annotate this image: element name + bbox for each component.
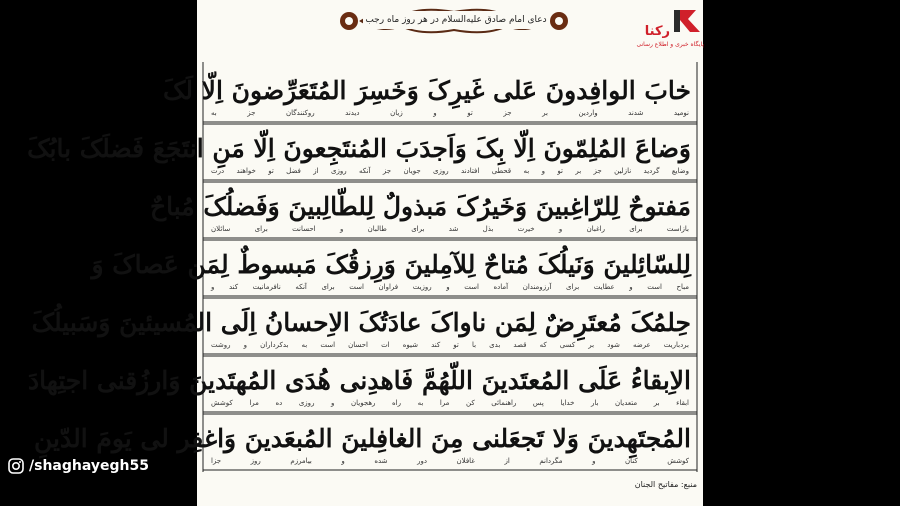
logo-tagline: پایگاه خبری و اطلاع رسانی (636, 41, 704, 48)
source-citation: منبع: مفاتیح الجنان (634, 480, 697, 489)
verse-line-1: خابَ الوافِدونَ عَلی غَیرِکَ وَخَسِرَ المُتَعَرِّضونَ اِلّا لَکَ (162, 76, 691, 105)
verse-line-6: الاِبقاءُ عَلَی المُعتَدینَ اللّهُمَّ فَاهدِنی هُدَی المُهتَدینَ وَارزُقنی اجتِهادَ (27, 366, 691, 395)
social-handle: /shaghayegh55 (29, 458, 149, 474)
logo-name: رکنا (644, 24, 670, 39)
verse-line-5: حِلمُکَ مُعتَرِضٌ لِمَن ناواکَ عادَتُکَ الاِحسانُ اِلَی المُسیئینَ وَسَبیلُکَ (31, 308, 691, 337)
translation-line-4: مباح است و عطایت برای آرزومندان آماده است و روزیت فراوان است برای آنکه نافرمانیت کند و (211, 283, 689, 291)
verse-line-3: مَفتوحٌ لِلرّاغِبینَ وَخَیرُکَ مَبذولٌ لِلطّالِبینَ وَفَضلُکَ مُباحٌ (149, 192, 691, 221)
translation-line-5: بردباریت عرضه شود بر کسی که قصد بدی با تو کند شیوه ات احسان است به بدکرداران و روشت (211, 341, 689, 349)
verse-line-7: المُجتَهِدینَ وَلا تَجعَلنی مِنَ الغافِلینَ المُبعَدینَ وَاغفِر لی یَومَ الدّینِ (33, 424, 691, 453)
header-title: دعای امام صادق علیه‌السلام در هر روز ماه رجب (363, 11, 549, 29)
translation-line-3: بازاست برای راغبان و خیرت بذل شد برای طالبان و احسانت برای سائلان (211, 225, 689, 233)
rokna-logo-mark-icon (670, 6, 704, 36)
translation-line-2: وضایع گردید نازلین جز بر تو و به قحطی افتادند روزی جویان جز آنکه روزی از فضل تو خواهند درت (211, 167, 689, 175)
instagram-icon (8, 458, 24, 474)
translation-line-1: نومید شدند واردین بر جز تو و زیان دیدند روکنندگان جز به (211, 109, 689, 117)
verse-line-2: وَضاعَ المُلِمّونَ اِلّا بِکَ وَاَجدَبَ المُنتَجِعونَ اِلّا مَنِ انتَجَعَ فَضلَکَ بابُکَ (27, 134, 691, 163)
rokna-logo[interactable] (612, 4, 704, 52)
translation-line-6: ابقاء بر متعدیان بار خدایا پس راهنمائی کن مرا به راه رهجویان و روزی ده مرا کوشش (211, 399, 689, 407)
translation-line-7: کوشش کنان و مگردانم از غافلان دور شده و بیامرزم روز جزا (211, 457, 689, 465)
verse-line-4: لِلسّائِلینَ وَنَیلُکَ مُتاحٌ لِلآمِلینَ وَرِزقُکَ مَبسوطٌ لِمَن عَصاکَ وَ (91, 250, 691, 279)
social-watermark (8, 455, 188, 477)
